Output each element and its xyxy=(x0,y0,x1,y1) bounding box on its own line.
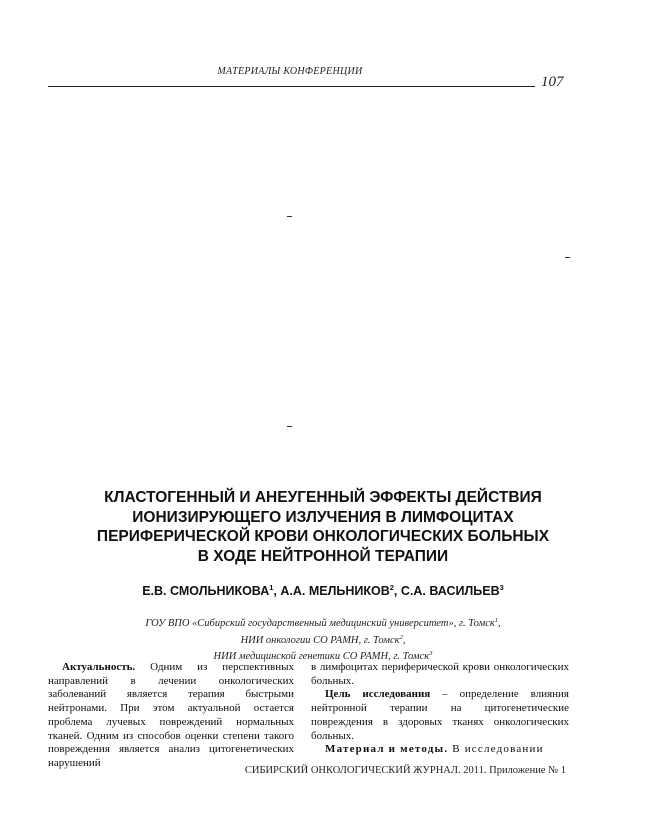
paragraph-text: в лимфоцитах периферической крови онкологических больных. xyxy=(311,661,569,687)
body-column-right xyxy=(311,661,569,757)
affiliation-text: НИИ медицинской генетики СО РАМН, г. Томск xyxy=(213,651,430,662)
title-line: КЛАСТОГЕННЫЙ И АНЕУГЕННЫЙ ЭФФЕКТЫ ДЕЙСТВИЯ xyxy=(104,489,542,506)
paragraph-relevance xyxy=(48,661,294,771)
affiliation-end: , xyxy=(402,634,406,646)
stray-dash-mark xyxy=(565,257,570,258)
affiliation-end: , xyxy=(498,618,501,629)
stray-dash-mark xyxy=(287,426,292,427)
stray-dash-mark xyxy=(287,216,292,217)
author-list xyxy=(40,583,606,598)
author-name: С.А. ВАСИЛЬЕВ xyxy=(400,584,500,598)
body-column-left xyxy=(48,661,294,771)
paragraph-text: В исследовании xyxy=(448,743,544,756)
paragraph-label: Актуальность. xyxy=(62,661,136,673)
paragraph-label: Цель исследования xyxy=(325,688,431,701)
affiliation-mark: 2 xyxy=(399,633,403,641)
header-rule xyxy=(48,86,535,87)
author-name: Е.В. СМОЛЬНИКОВА xyxy=(142,584,270,598)
author-affiliation-mark: 3 xyxy=(499,583,504,592)
paragraph-continuation xyxy=(311,661,569,688)
affiliation-text: ГОУ ВПО «Сибирский государственный медицинский университет», г. Томск xyxy=(145,618,495,629)
affiliation-mark: 1 xyxy=(494,617,499,624)
paragraph-label: Материал и методы. xyxy=(325,743,449,756)
title-line: ПЕРИФЕРИЧЕСКОЙ КРОВИ ОНКОЛОГИЧЕСКИХ БОЛЬНЫХ xyxy=(96,528,550,545)
title-line: В ХОДЕ НЕЙТРОННОЙ ТЕРАПИИ xyxy=(197,547,449,565)
affiliation-line xyxy=(40,631,606,648)
affiliation-line xyxy=(40,614,606,631)
paragraph-methods xyxy=(311,743,569,757)
author-affiliation-mark: 2 xyxy=(389,583,394,592)
author-name: А.А. МЕЛЬНИКОВ xyxy=(280,584,390,598)
paragraph-text: Одним из перспективных направлений в лечении онкологических заболеваний является терапия быстрыми нейтронами. При этом актуальной остается проблема лучевых повреждений нормальных тканей. Одним из способов оценки степени такого повреждения является анализ цитогенетических нарушений xyxy=(48,661,294,769)
author-separator: , xyxy=(273,584,281,598)
article-title xyxy=(40,488,606,566)
page-number: 107 xyxy=(541,74,564,90)
affiliation-text: НИИ онкологии СО РАМН, г. Томск xyxy=(240,634,400,646)
title-line: ИОНИЗИРУЮЩЕГО ИЗЛУЧЕНИЯ В ЛИМФОЦИТАХ xyxy=(132,508,514,526)
affiliations xyxy=(40,614,606,664)
affiliation-mark: 3 xyxy=(429,650,433,657)
running-header: МАТЕРИАЛЫ КОНФЕРЕНЦИИ xyxy=(217,66,363,77)
paragraph-text: – определение влияния нейтронной терапии на цитогенетические повреждения в здоровых тканях онкологических больных. xyxy=(311,688,569,742)
paragraph-aim xyxy=(311,688,569,743)
author-affiliation-mark: 1 xyxy=(269,583,274,592)
journal-footer: СИБИРСКИЙ ОНКОЛОГИЧЕСКИЙ ЖУРНАЛ. 2011. Приложение № 1 xyxy=(244,765,566,776)
author-separator: , xyxy=(393,584,401,598)
